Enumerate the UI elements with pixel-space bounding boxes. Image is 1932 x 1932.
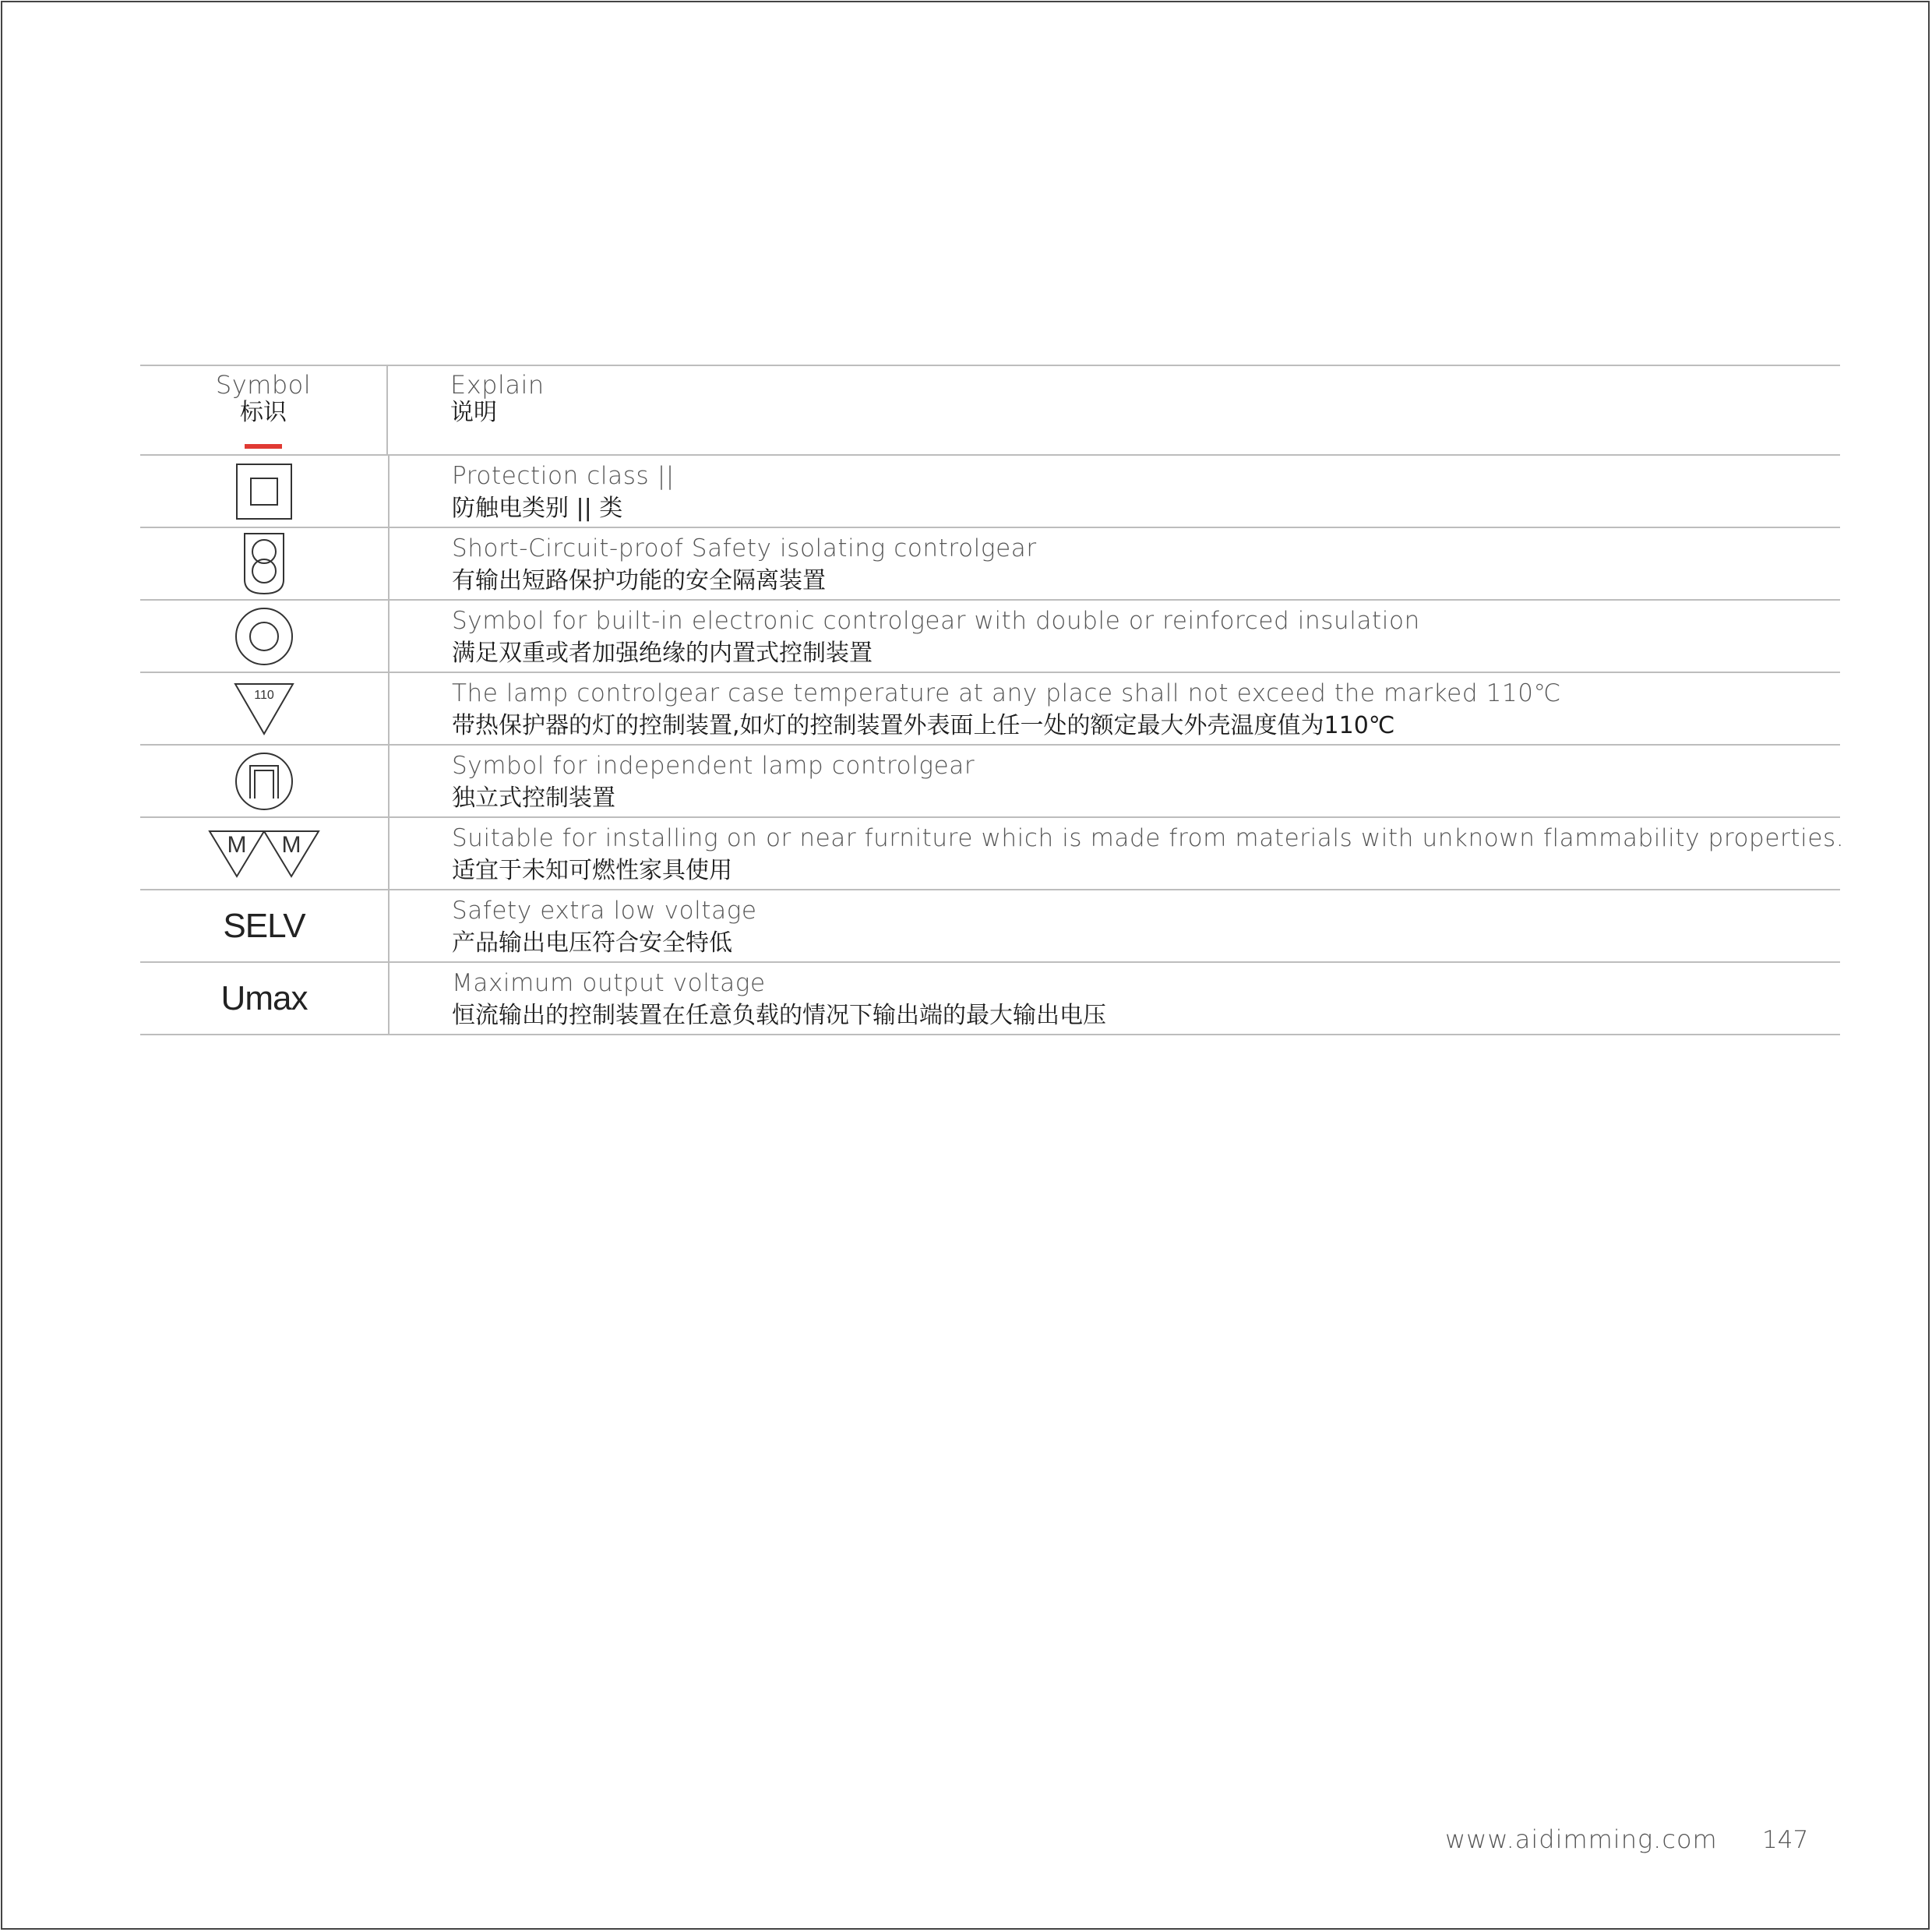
short-circuit-proof-transformer-icon <box>242 531 286 597</box>
header-symbol-zh: 标识 <box>240 399 287 426</box>
explain-en: Symbol for built-in electronic controlgear with double or reinforced insulation <box>452 607 1420 635</box>
explain-en: Maximum output voltage <box>452 969 766 997</box>
temperature-110-icon <box>233 682 295 736</box>
temperature-110-label: 110 <box>254 688 274 702</box>
double-insulation-icon <box>234 607 294 666</box>
explain-zh: 恒流输出的控制装置在任意负载的情况下输出端的最大输出电压 <box>452 1002 1106 1029</box>
explain-en: Symbol for independent lamp controlgear <box>452 752 975 780</box>
explain-zh: 带热保护器的灯的控制装置,如灯的控制装置外表面上任一处的额定最大外壳温度值为110℃ <box>452 712 1395 739</box>
explain-cell <box>390 456 675 527</box>
protection-class-ii-icon <box>235 463 293 520</box>
mm-label-left: M <box>227 831 247 858</box>
table-row <box>140 456 1840 528</box>
footer-url: www.aidimming.com <box>1445 1824 1718 1854</box>
symbol-cell <box>140 746 390 816</box>
table-row <box>140 890 1840 963</box>
mm-furniture-icon <box>208 829 320 879</box>
explain-zh: 满足双重或者加强绝缘的内置式控制装置 <box>452 640 873 667</box>
table-row <box>140 746 1840 818</box>
explain-zh: 防触电类别 || 类 <box>452 495 623 522</box>
explain-cell <box>390 601 1420 672</box>
table-row <box>140 963 1840 1035</box>
selv-symbol-text: SELV <box>223 906 305 945</box>
umax-symbol-text: Umax <box>220 978 308 1017</box>
explain-en: Safety extra low voltage <box>452 897 757 925</box>
explain-cell <box>390 818 1844 889</box>
symbol-cell <box>140 963 390 1034</box>
independent-controlgear-icon <box>234 752 294 811</box>
explain-cell <box>390 673 1561 744</box>
explain-zh: 适宜于未知可燃性家具使用 <box>452 857 732 884</box>
table-row <box>140 528 1840 601</box>
header-symbol-en: Symbol <box>215 370 312 400</box>
symbol-cell <box>140 673 390 744</box>
table-row <box>140 601 1840 673</box>
header-explain-cell <box>388 366 545 454</box>
explain-en: The lamp controlgear case temperature at any place shall not exceed the marked 110℃ <box>452 679 1561 707</box>
table-header <box>140 366 1840 456</box>
explain-en: Suitable for installing on or near furniture which is made from materials with unknown flammability properties. <box>452 824 1845 852</box>
header-symbol-cell <box>140 366 388 454</box>
header-accent-bar <box>245 444 282 449</box>
symbol-cell <box>140 890 390 961</box>
page-number: 147 <box>1762 1826 1809 1854</box>
table-row <box>140 818 1845 890</box>
explain-zh: 有输出短路保护功能的安全隔离装置 <box>452 567 826 594</box>
table-row <box>140 673 1840 746</box>
header-explain-en: Explain <box>450 370 545 400</box>
explain-zh: 独立式控制装置 <box>452 784 615 812</box>
explain-en: Short-Circuit-proof Safety isolating controlgear <box>452 534 1037 562</box>
symbol-cell <box>140 456 390 527</box>
explain-cell <box>390 963 1106 1034</box>
mm-label-right: M <box>281 831 301 858</box>
symbol-cell <box>140 601 390 672</box>
header-explain-zh: 说明 <box>450 399 497 426</box>
explain-cell <box>390 746 975 816</box>
explain-cell <box>390 890 757 961</box>
symbol-cell <box>140 528 390 599</box>
explain-zh: 产品输出电压符合安全特低 <box>452 929 732 957</box>
explain-en: Protection class || <box>452 462 675 490</box>
explain-cell <box>390 528 1037 599</box>
symbol-table <box>140 365 1845 1035</box>
symbol-cell <box>140 818 390 889</box>
